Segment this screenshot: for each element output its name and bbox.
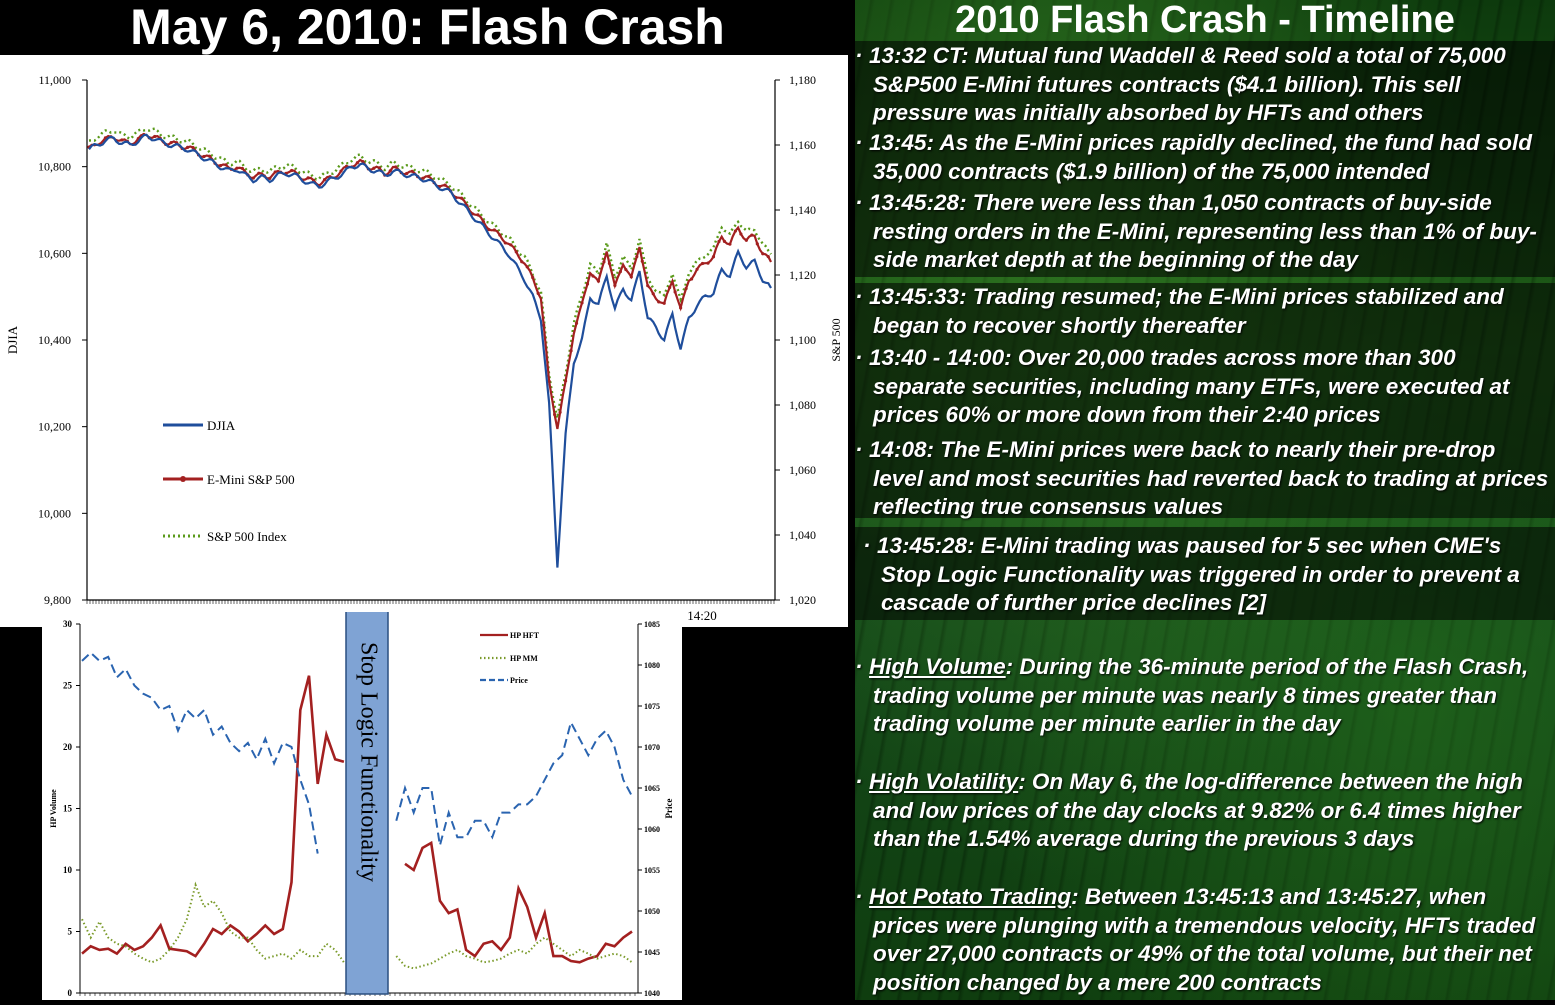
data-point (679, 306, 682, 309)
data-point (630, 275, 633, 278)
data-point (493, 228, 496, 231)
timeline-item: · 13:45:28: There were less than 1,050 contracts of buy-side resting orders in the E-Mini, representing less than 1% of buy-side market depth at the beginning of the day (855, 190, 1537, 272)
legend-label: DJIA (207, 418, 236, 433)
data-point (235, 167, 238, 170)
data-point (624, 268, 627, 271)
data-point (690, 277, 693, 280)
y2-tick-label: 1,020 (789, 593, 816, 607)
data-point (394, 165, 397, 168)
data-point (531, 276, 534, 279)
y2-tick-label: 1050 (644, 907, 660, 916)
data-point (635, 255, 638, 258)
data-point (191, 146, 194, 149)
data-point (443, 184, 446, 187)
data-point (695, 268, 698, 271)
data-point (761, 252, 764, 255)
x-tick-label: 14:20 (687, 608, 717, 623)
y-axis-label: HP Volume (49, 789, 58, 828)
data-point (186, 146, 189, 149)
y2-tick-label: 1080 (644, 661, 660, 670)
legend-marker (180, 476, 186, 482)
series-line-s-p-500-index (89, 129, 771, 419)
data-point (520, 260, 523, 263)
y2-tick-label: 1070 (644, 743, 660, 752)
y-tick-label: 0 (67, 988, 72, 998)
data-point (153, 135, 156, 138)
data-point (339, 169, 342, 172)
y-tick-label: 20 (63, 742, 72, 752)
data-point (460, 197, 463, 200)
legend-label: E-Mini S&P 500 (207, 472, 295, 487)
y-tick-label: 10,600 (38, 246, 71, 261)
chart-bottom-svg (42, 612, 682, 1000)
y2-tick-label: 1,180 (789, 73, 816, 87)
data-point (526, 265, 529, 268)
chart-hp-volume (42, 612, 682, 1000)
y-tick-label: 5 (67, 926, 72, 937)
data-point (652, 292, 655, 295)
y2-tick-label: 1,120 (789, 268, 816, 282)
data-point (767, 255, 770, 258)
y2-tick-label: 1,100 (789, 333, 816, 347)
y-tick-label: 9,800 (44, 593, 71, 607)
data-point (323, 178, 326, 181)
data-point (569, 349, 572, 352)
y2-tick-label: 1085 (644, 620, 660, 629)
data-point (750, 234, 753, 237)
data-point (307, 176, 310, 179)
data-point (756, 242, 759, 245)
data-point (372, 167, 375, 170)
data-point (674, 290, 677, 293)
data-point (745, 239, 748, 242)
y-tick-label: 10,400 (38, 333, 71, 347)
data-point (580, 301, 583, 304)
data-point (504, 241, 507, 244)
data-point (575, 322, 578, 325)
data-point (202, 155, 205, 158)
data-point (641, 260, 644, 263)
data-point (542, 324, 545, 327)
data-point (668, 286, 671, 289)
heading-high-volume: High Volume (869, 654, 1006, 679)
y2-tick-label: 1065 (644, 784, 660, 793)
y2-tick-label: 1045 (644, 948, 660, 957)
data-point (241, 167, 244, 170)
data-point (509, 243, 512, 246)
y2-tick-label: 1060 (644, 825, 660, 834)
timeline-item: · 13:45:33: Trading resumed; the E-Mini prices stabilized and began to recover shortly thereafter (855, 284, 1504, 338)
data-point (608, 262, 611, 265)
timeline-panel (855, 0, 1555, 1000)
data-point (252, 176, 255, 179)
data-point (728, 243, 731, 246)
data-point (208, 155, 211, 158)
y2-axis-label: S&P 500 (829, 318, 843, 362)
stop-logic-label: Stop Logic Functionality (355, 642, 382, 882)
timeline-item: · 13:45:28: E-Mini trading was paused for 5 sec when CME's Stop Logic Functionality was triggered in order to prevent a cascade of further price declines [2] (863, 533, 1520, 615)
data-point (663, 302, 666, 305)
legend-label: HP HFT (510, 631, 540, 640)
y-tick-label: 10,200 (38, 419, 71, 434)
left-title: May 6, 2010: Flash Crash (0, 0, 855, 55)
timeline-item-high-volume: · High Volume: During the 36-minute period of the Flash Crash, trading volume per minute was nearly 8 times greater than trading volume per minute earlier in the day (855, 654, 1529, 736)
y2-tick-label: 1040 (644, 989, 660, 998)
y-tick-label: 30 (63, 619, 72, 629)
data-point (378, 166, 381, 169)
y2-tick-label: 1075 (644, 702, 660, 711)
data-point (739, 232, 742, 235)
data-point (619, 270, 622, 273)
y2-tick-label: 1055 (644, 866, 660, 875)
data-point (257, 172, 260, 175)
timeline-item-hot-potato: · Hot Potato Trading: Between 13:45:13 and 13:45:27, when prices were plunging with a tremendous velocity, HFTs traded over 27,000 contracts or 49% of the total volume, but their net position changed by a mere 200 contracts (855, 884, 1536, 995)
data-point (170, 141, 173, 144)
legend-label: Price (510, 676, 528, 685)
legend-label: HP MM (510, 654, 538, 663)
data-point (684, 287, 687, 290)
y2-tick-label: 1,140 (789, 203, 816, 217)
data-point (553, 413, 556, 416)
data-point (219, 164, 222, 167)
data-point (537, 292, 540, 295)
y2-tick-label: 1,060 (789, 463, 816, 477)
data-point (411, 170, 414, 173)
data-point (405, 172, 408, 175)
data-point (356, 161, 359, 164)
data-point (515, 250, 518, 253)
data-point (224, 163, 227, 166)
data-point (120, 138, 123, 141)
timeline-item: · 14:08: The E-Mini prices were back to nearly their pre-drop level and most securities had reverted back to trading at prices reflecting true consensus values (855, 437, 1549, 519)
data-point (597, 279, 600, 282)
y-axis-label: DJIA (5, 325, 20, 355)
data-point (559, 411, 562, 414)
y-tick-label: 11,000 (38, 73, 71, 87)
data-point (427, 175, 430, 178)
data-point (586, 282, 589, 285)
timeline-item: · 13:40 - 14:00: Over 20,000 trades across more than 300 separate securities, including many ETFs, were executed at prices 60% or more down from their 2:40 prices (855, 345, 1510, 427)
heading-high-volatility: High Volatility (869, 769, 1019, 794)
data-point (657, 300, 660, 303)
data-point (701, 262, 704, 265)
data-point (290, 169, 293, 172)
y-tick-label: 25 (63, 680, 72, 691)
y-tick-label: 10,800 (38, 159, 71, 174)
data-point (564, 379, 567, 382)
y2-tick-label: 1,040 (789, 528, 816, 542)
timeline-title: 2010 Flash Crash - Timeline (955, 0, 1455, 41)
data-point (717, 240, 720, 243)
series-line-djia (89, 135, 771, 568)
y-tick-label: 15 (63, 803, 72, 814)
data-point (613, 284, 616, 287)
data-point (646, 284, 649, 287)
data-point (591, 274, 594, 277)
heading-hot-potato: Hot Potato Trading (869, 884, 1072, 909)
y2-axis-label: Price (664, 798, 674, 819)
data-point (712, 255, 715, 258)
data-point (498, 233, 501, 236)
timeline-item: · 13:45: As the E-Mini prices rapidly declined, the fund had sold 35,000 contracts ($1.9 billion) of the 75,000 intended (855, 130, 1533, 184)
timeline-item: · 13:32 CT: Mutual fund Waddell & Reed sold a total of 75,000 S&P500 E-Mini futures contracts ($4.1 billion). This sell pressure was initially absorbed by HFTs and others (855, 43, 1506, 125)
legend-label: S&P 500 Index (207, 529, 287, 544)
data-point (734, 229, 737, 232)
data-point (476, 213, 479, 216)
data-point (723, 240, 726, 243)
y2-tick-label: 1,080 (789, 398, 816, 412)
data-point (274, 170, 277, 173)
chart-djia-emini (0, 55, 848, 627)
timeline-item-high-volatility: · High Volatility: On May 6, the log-difference between the high and low prices of the day clocks at 9.82% or 6.4 times higher than the 1.54% average during the previous 3 days (855, 769, 1523, 851)
data-point (602, 260, 605, 263)
y-tick-label: 10 (63, 865, 72, 875)
y2-tick-label: 1,160 (789, 138, 816, 152)
data-point (706, 262, 709, 265)
y-tick-label: 10,000 (38, 506, 71, 521)
chart-top-svg (0, 55, 848, 627)
